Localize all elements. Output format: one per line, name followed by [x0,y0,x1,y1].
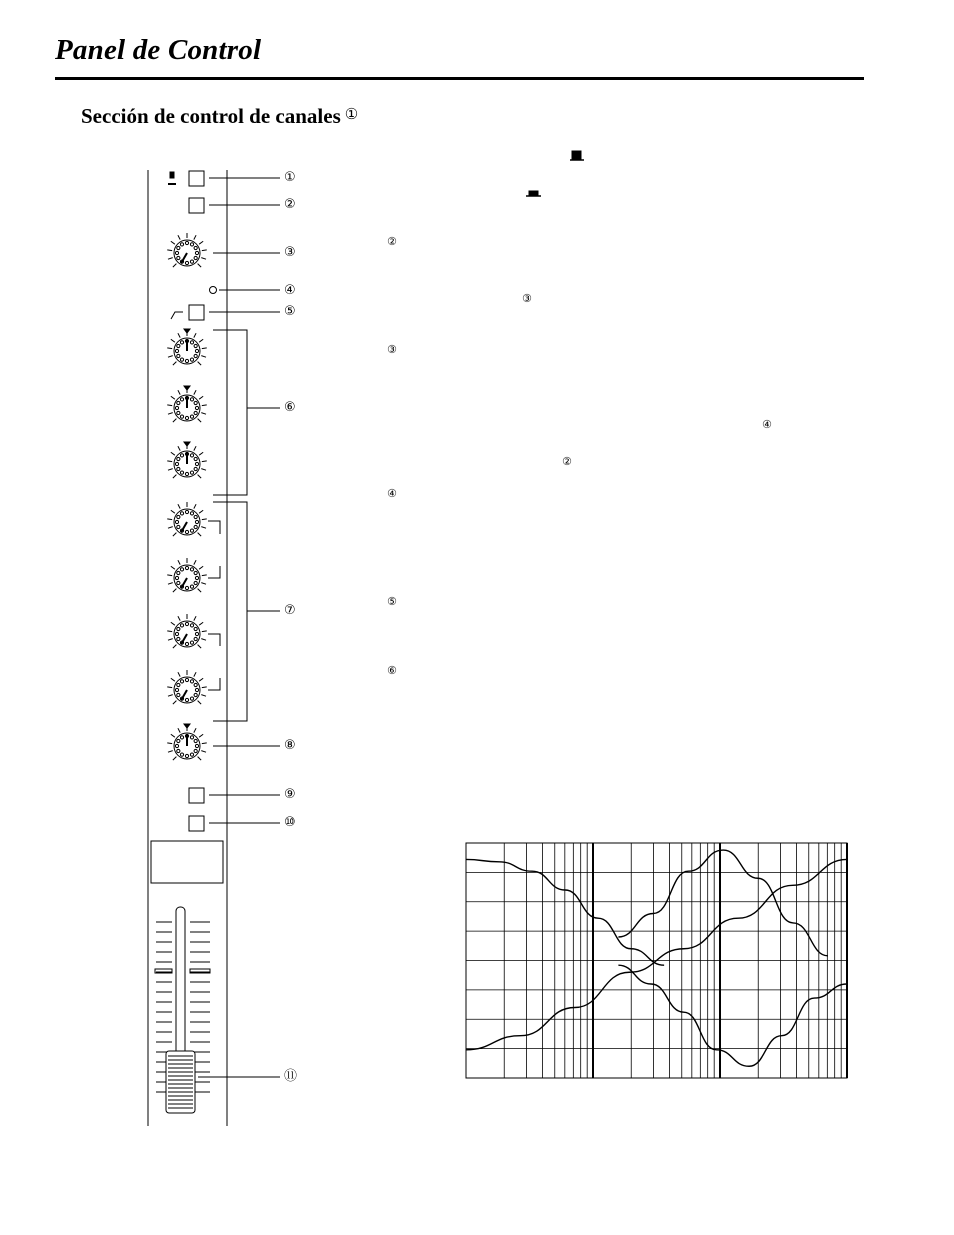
callout-2: ② [284,197,296,212]
callout-10: ⑩ [284,815,296,830]
body-ref: ③ [387,343,397,356]
body-ref: ③ [522,292,532,305]
callout-9: ⑨ [284,787,296,802]
body-ref: ⑥ [387,664,397,677]
body-ref: ④ [387,487,397,500]
section-heading-text: Sección de control de canales [81,104,341,128]
callout-6: ⑥ [284,400,296,415]
callout-7: ⑦ [284,603,296,618]
callout-1: ① [284,170,296,185]
callout-3: ③ [284,245,296,260]
body-ref: ② [387,235,397,248]
body-ref: ⑤ [387,595,397,608]
section-ref: ① [344,107,359,123]
body-ref: ④ [762,418,772,431]
page-title: Panel de Control [55,34,262,66]
callout-4: ④ [284,283,296,298]
eq-curve-4 [618,965,847,1066]
callout-8: ⑧ [284,738,296,753]
eq-curve-3 [466,859,847,1049]
callout-11: ⑪ [284,1069,298,1084]
body-ref: ② [562,455,572,468]
callout-5: ⑤ [284,304,296,319]
